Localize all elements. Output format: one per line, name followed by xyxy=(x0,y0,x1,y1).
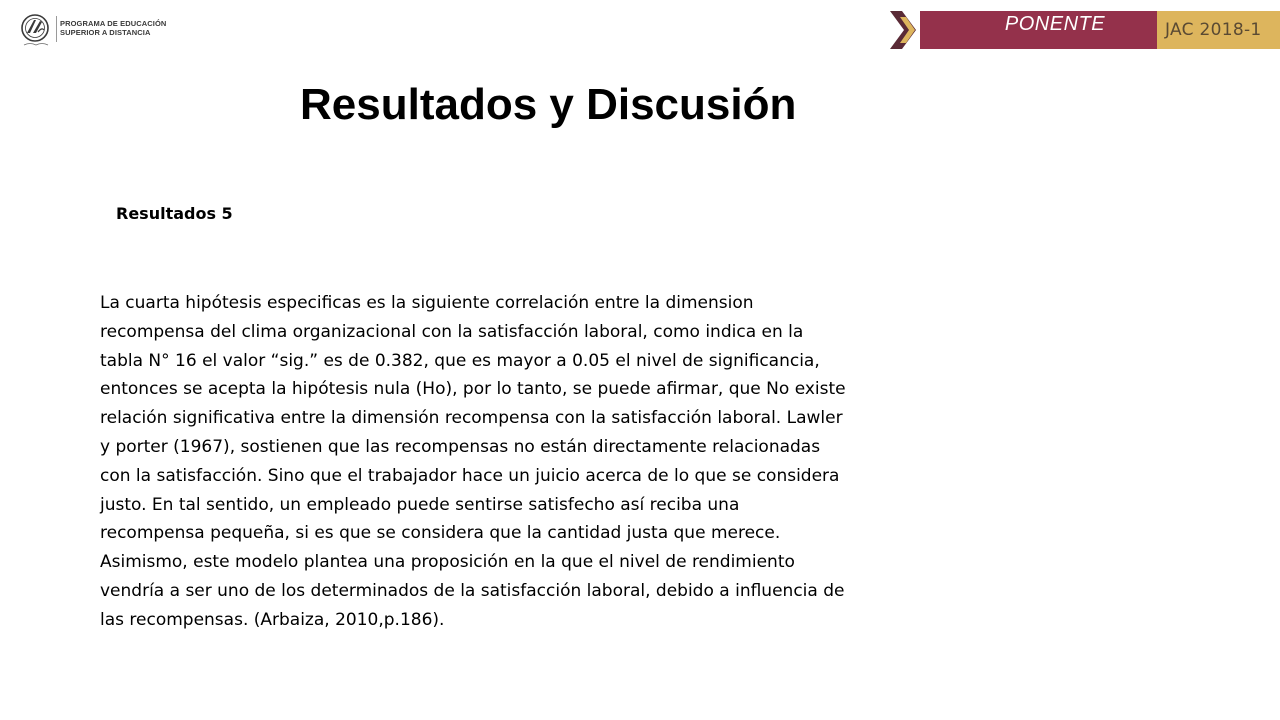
logo-divider xyxy=(56,16,57,42)
institution-emblem-icon xyxy=(18,12,54,48)
ponente-label: PONENTE xyxy=(1004,13,1106,35)
section-subtitle: Resultados 5 xyxy=(116,204,233,223)
institution-logo xyxy=(18,12,198,50)
logo-wordmark xyxy=(60,19,166,37)
paragraph-line: vendría a ser uno de los determinados de la satisfacción laboral, debido a influencia de xyxy=(100,580,845,601)
paragraph-line: tabla N° 16 el valor “sig.” es de 0.382, que es mayor a 0.05 el nivel de significancia, xyxy=(100,350,820,371)
paragraph-line: Asimismo, este modelo plantea una proposición en la que el nivel de rendimiento xyxy=(100,552,795,573)
paragraph-line: recompensa del clima organizacional con la satisfacción laboral, como indica en la xyxy=(100,321,804,342)
event-banner xyxy=(890,11,1280,49)
ponente-bar xyxy=(920,11,1157,49)
body-paragraph xyxy=(100,289,950,635)
event-tag-label: JAC 2018-1 xyxy=(1165,20,1262,40)
paragraph-line: y porter (1967), sostienen que las recompensas no están directamente relacionadas xyxy=(100,436,821,457)
paragraph-line: con la satisfacción. Sino que el trabajador hace un juicio acerca de lo que se considera xyxy=(100,465,840,486)
slide-title: Resultados y Discusión xyxy=(300,80,797,129)
event-tag-bar xyxy=(1157,11,1280,49)
paragraph-line: entonces se acepta la hipótesis nula (Ho), por lo tanto, se puede afirmar, que No existe xyxy=(100,379,846,400)
logo-line-1: PROGRAMA DE EDUCACIÓN xyxy=(60,19,167,28)
paragraph-line: justo. En tal sentido, un empleado puede sentirse satisfecho así reciba una xyxy=(100,494,740,515)
paragraph-line: las recompensas. (Arbaiza, 2010,p.186). xyxy=(100,609,445,630)
paragraph-line: La cuarta hipótesis especificas es la siguiente correlación entre la dimension xyxy=(100,293,754,313)
paragraph-line: recompensa pequeña, si es que se considera que la cantidad justa que merece. xyxy=(100,523,781,544)
paragraph-line: relación significativa entre la dimensión recompensa con la satisfacción laboral. Lawler xyxy=(100,408,843,429)
logo-line-2: SUPERIOR A DISTANCIA xyxy=(60,28,151,37)
